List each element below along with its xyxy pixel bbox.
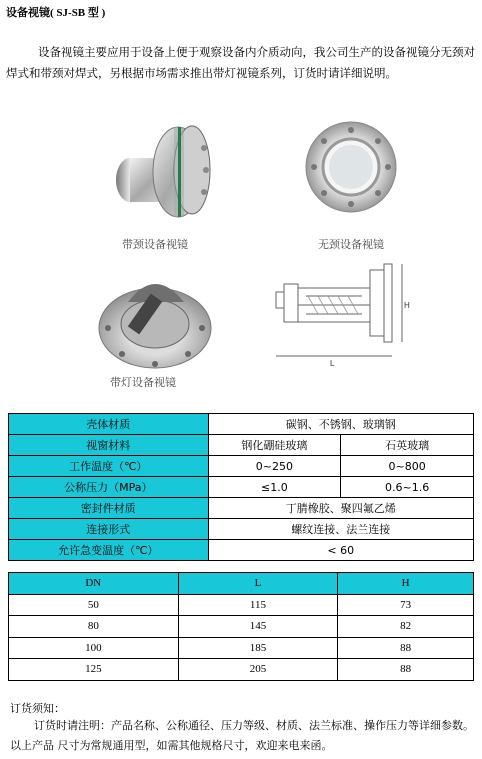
spec-value: 钢化硼硅玻璃 [208,435,341,456]
spec-label: 视窗材料 [9,435,209,456]
dim-header-h: H [338,573,474,595]
table-row [9,594,474,616]
spec-value: 石英玻璃 [341,435,474,456]
spec-row-temperature [9,456,474,477]
dim-cell: 88 [338,637,474,659]
necked-sight-glass-image [108,118,218,226]
table-row [9,637,474,659]
title-text: 设备视镜 [6,6,50,19]
notes-paragraph: 订货时请注明：产品名称、公称通径、压力等级、材质、法兰标准、操作压力等详细参数。以上产品 尺寸为常规通用型，如需其他规格尺寸，欢迎来电来函。 [10,719,474,752]
spec-row-thermal-shock [9,540,474,561]
spec-label: 连接形式 [9,519,209,540]
dim-cell: 88 [338,659,474,681]
dim-cell: 125 [9,659,179,681]
dim-cell: 50 [9,594,179,616]
dim-cell: 185 [178,637,338,659]
spec-value: 螺纹连接、法兰连接 [208,519,473,540]
spec-label: 壳体材质 [9,414,209,435]
spec-row-pressure [9,477,474,498]
dim-cell: 115 [178,594,338,616]
spec-row-window [9,435,474,456]
spec-value: 碳钢、不锈钢、玻璃钢 [208,414,473,435]
spec-value: 0~250 [208,456,341,477]
spec-row-seal [9,498,474,519]
neckless-sight-glass-image [304,120,398,214]
dim-cell: 100 [9,637,179,659]
intro-paragraph: 设备视镜主要应用于设备上便于观察设备内介质动向，我公司生产的设备视镜分无颈对焊式和带颈对焊式，另根据市场需求推出带灯视镜系列，订货时请详细说明。 [6,45,475,80]
spec-label: 密封件材质 [9,498,209,519]
dimension-table [8,572,474,681]
spec-row-body [9,414,474,435]
spec-value: ≤1.0 [208,477,341,498]
spec-table [8,413,474,561]
dim-cell: 80 [9,616,179,638]
spec-label: 公称压力（MPa） [9,477,209,498]
page-title [6,4,105,20]
caption-lamp: 带灯设备视镜 [110,376,176,389]
caption-neckless: 无颈设备视镜 [318,238,384,251]
spec-label: 工作温度（℃） [9,456,209,477]
dim-header-dn: DN [9,573,179,595]
spec-value: 丁腈橡胶、聚四氟乙烯 [208,498,473,519]
dim-cell: 82 [338,616,474,638]
spec-label: 允许急变温度（℃） [9,540,209,561]
drawing-label-l: L [330,359,335,368]
lamp-sight-glass-image [98,262,212,370]
table-row [9,659,474,681]
spec-value: 0~800 [341,456,474,477]
dim-cell: 73 [338,594,474,616]
spec-value: 0.6~1.6 [341,477,474,498]
caption-necked: 带颈设备视镜 [122,238,188,251]
dimension-header-row [9,573,474,595]
dim-header-l: L [178,573,338,595]
notes-title: 订货须知： [10,702,65,715]
dimension-drawing [262,258,412,370]
table-row [9,616,474,638]
drawing-label-h: H [404,301,410,310]
dim-cell: 145 [178,616,338,638]
model-text: ( SJ-SB 型 ) [50,7,106,19]
spec-row-connection [9,519,474,540]
spec-value: < 60 [208,540,473,561]
dim-cell: 205 [178,659,338,681]
